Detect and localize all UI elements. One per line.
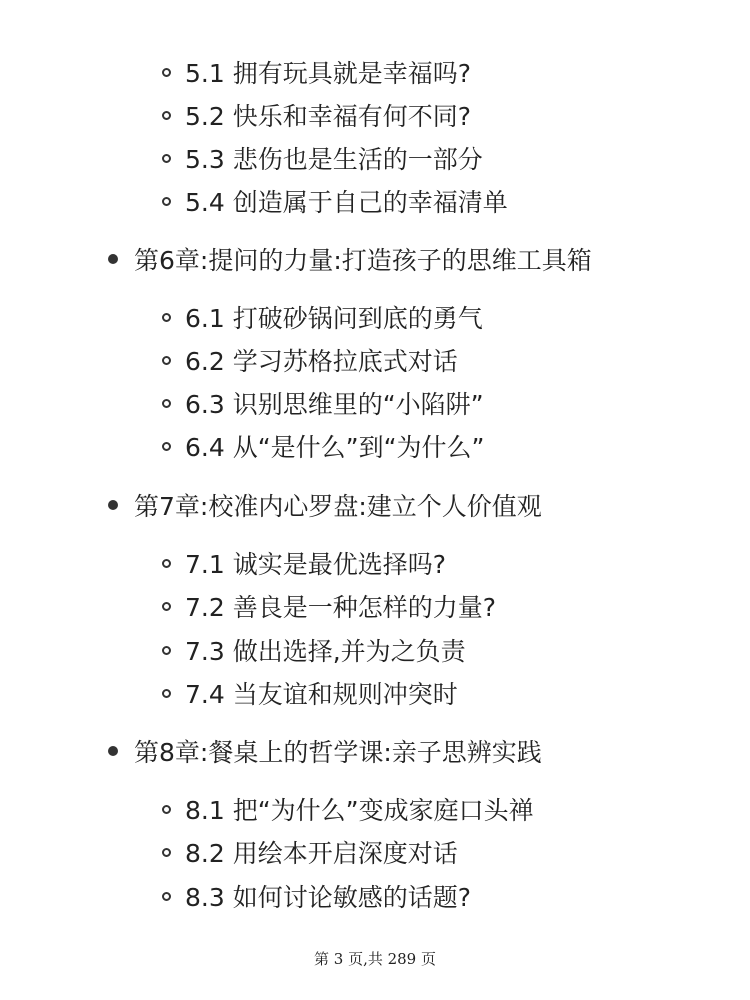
toc-item-8-1[interactable]	[162, 789, 534, 829]
toc-item-label: 5.1 拥有玩具就是幸福吗?	[185, 59, 471, 88]
hollow-bullet-icon	[162, 442, 171, 451]
hollow-bullet-icon	[162, 689, 171, 698]
toc-item-6-4[interactable]	[162, 426, 485, 466]
toc-item-label: 5.3 悲伤也是生活的一部分	[185, 145, 483, 174]
toc-item-7-3[interactable]	[162, 630, 466, 670]
hollow-bullet-icon	[162, 356, 171, 365]
hollow-bullet-icon	[162, 805, 171, 814]
toc-item-7-4[interactable]	[162, 673, 458, 713]
toc-item-5-3[interactable]	[162, 138, 483, 178]
toc-item-label: 6.2 学习苏格拉底式对话	[185, 347, 458, 376]
toc-item-label: 6.3 识别思维里的“小陷阱”	[185, 390, 484, 419]
chapter-title: 第6章:提问的力量:打造孩子的思维工具箱	[134, 246, 592, 275]
toc-item-label: 5.4 创造属于自己的幸福清单	[185, 188, 508, 217]
chapter-title: 第7章:校准内心罗盘:建立个人价值观	[134, 492, 542, 521]
hollow-bullet-icon	[162, 68, 171, 77]
toc-item-7-1[interactable]	[162, 543, 446, 583]
toc-item-label: 6.4 从“是什么”到“为什么”	[185, 433, 485, 462]
toc-item-8-2[interactable]	[162, 832, 458, 872]
hollow-bullet-icon	[162, 399, 171, 408]
toc-chapter-7[interactable]	[108, 485, 542, 525]
solid-bullet-icon	[108, 254, 118, 264]
hollow-bullet-icon	[162, 559, 171, 568]
solid-bullet-icon	[108, 500, 118, 510]
toc-item-7-2[interactable]	[162, 586, 496, 626]
hollow-bullet-icon	[162, 602, 171, 611]
toc-item-6-1[interactable]	[162, 297, 483, 337]
toc-item-5-4[interactable]	[162, 181, 508, 221]
toc-item-label: 7.3 做出选择,并为之负责	[185, 637, 466, 666]
solid-bullet-icon	[108, 746, 118, 756]
toc-item-label: 8.2 用绘本开启深度对话	[185, 839, 458, 868]
hollow-bullet-icon	[162, 892, 171, 901]
hollow-bullet-icon	[162, 848, 171, 857]
toc-item-label: 7.4 当友谊和规则冲突时	[185, 680, 458, 709]
toc-chapter-6[interactable]	[108, 239, 592, 279]
toc-item-label: 8.1 把“为什么”变成家庭口头禅	[185, 796, 534, 825]
toc-item-5-1[interactable]	[162, 52, 471, 92]
toc-item-label: 8.3 如何讨论敏感的话题?	[185, 883, 471, 912]
toc-item-label: 7.1 诚实是最优选择吗?	[185, 550, 446, 579]
toc-item-label: 5.2 快乐和幸福有何不同?	[185, 102, 471, 131]
hollow-bullet-icon	[162, 313, 171, 322]
toc-item-label: 6.1 打破砂锅问到底的勇气	[185, 304, 483, 333]
toc-chapter-8[interactable]	[108, 731, 542, 771]
toc-item-8-3[interactable]	[162, 876, 471, 916]
hollow-bullet-icon	[162, 154, 171, 163]
hollow-bullet-icon	[162, 646, 171, 655]
chapter-title: 第8章:餐桌上的哲学课:亲子思辨实践	[134, 738, 542, 767]
page-number-footer: 第 3 页,共 289 页	[313, 950, 436, 968]
toc-item-label: 7.2 善良是一种怎样的力量?	[185, 593, 496, 622]
toc-item-5-2[interactable]	[162, 95, 471, 135]
hollow-bullet-icon	[162, 111, 171, 120]
toc-item-6-2[interactable]	[162, 340, 458, 380]
hollow-bullet-icon	[162, 197, 171, 206]
toc-item-6-3[interactable]	[162, 383, 484, 423]
